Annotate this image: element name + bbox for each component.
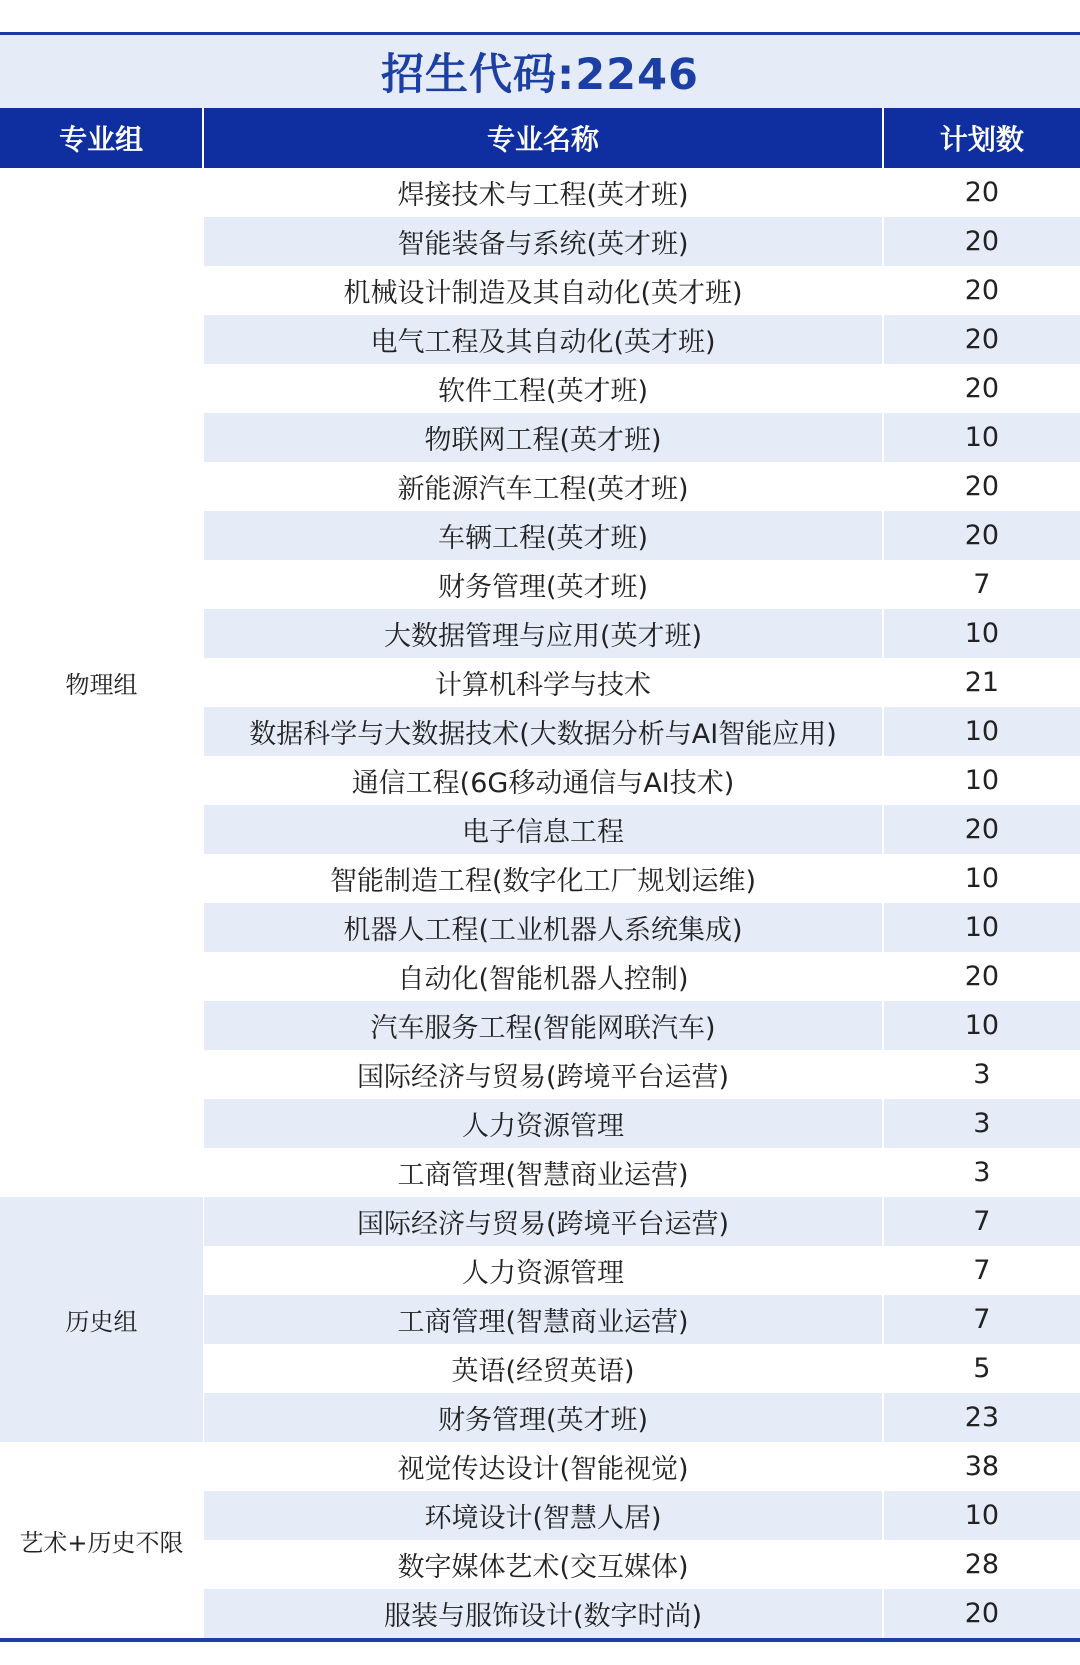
group-cell: 物理组 (65, 671, 138, 699)
major-cell: 焊接技术与工程(英才班) (202, 168, 881, 217)
plan-cell: 10 (882, 707, 1080, 756)
plan-cell: 20 (882, 1589, 1080, 1638)
major-cell: 服装与服饰设计(数字时尚) (202, 1589, 881, 1638)
major-cell: 财务管理(英才班) (202, 1393, 881, 1442)
major-cell: 数据科学与大数据技术(大数据分析与AI智能应用) (202, 707, 881, 756)
plan-cell: 10 (882, 903, 1080, 952)
major-cell: 智能装备与系统(英才班) (202, 217, 881, 266)
major-cell: 国际经济与贸易(跨境平台运营) (202, 1050, 881, 1099)
major-cell: 工商管理(智慧商业运营) (202, 1295, 881, 1344)
major-cell: 电子信息工程 (202, 805, 881, 854)
table-title: 招生代码:2246 (0, 32, 1080, 108)
plan-cell: 20 (882, 168, 1080, 217)
plan-cell: 7 (882, 1197, 1080, 1246)
major-cell: 软件工程(英才班) (202, 364, 881, 413)
plan-cell: 38 (882, 1442, 1080, 1491)
plan-cell: 21 (882, 658, 1080, 707)
table-body (0, 168, 1080, 1638)
major-cell: 视觉传达设计(智能视觉) (202, 1442, 881, 1491)
plan-cell: 3 (882, 1148, 1080, 1197)
plan-cell: 28 (882, 1540, 1080, 1589)
major-cell: 大数据管理与应用(英才班) (202, 609, 881, 658)
plan-cell: 3 (882, 1050, 1080, 1099)
plan-cell: 20 (882, 805, 1080, 854)
header-group: 专业组 (59, 123, 144, 156)
major-cell: 机械设计制造及其自动化(英才班) (202, 266, 881, 315)
plan-cell: 5 (882, 1344, 1080, 1393)
plan-cell: 10 (882, 854, 1080, 903)
major-cell: 英语(经贸英语) (202, 1344, 881, 1393)
major-cell: 车辆工程(英才班) (202, 511, 881, 560)
major-cell: 电气工程及其自动化(英才班) (202, 315, 881, 364)
major-cell: 通信工程(6G移动通信与AI技术) (202, 756, 881, 805)
major-cell: 人力资源管理 (202, 1246, 881, 1295)
plan-cell: 7 (882, 560, 1080, 609)
plan-cell: 20 (882, 952, 1080, 1001)
major-cell: 计算机科学与技术 (202, 658, 881, 707)
major-cell: 自动化(智能机器人控制) (202, 952, 881, 1001)
plan-cell: 20 (882, 462, 1080, 511)
header-plan: 计划数 (882, 108, 1080, 168)
plan-cell: 20 (882, 315, 1080, 364)
major-cell: 环境设计(智慧人居) (202, 1491, 881, 1540)
header-row (0, 108, 1080, 168)
group-cell: 历史组 (0, 1197, 203, 1442)
bottom-rule (0, 1638, 1080, 1642)
major-cell: 新能源汽车工程(英才班) (202, 462, 881, 511)
plan-cell: 20 (882, 266, 1080, 315)
plan-cell: 7 (882, 1246, 1080, 1295)
major-cell: 数字媒体艺术(交互媒体) (202, 1540, 881, 1589)
plan-cell: 23 (882, 1393, 1080, 1442)
plan-cell: 20 (882, 217, 1080, 266)
major-cell: 机器人工程(工业机器人系统集成) (202, 903, 881, 952)
plan-cell: 3 (882, 1099, 1080, 1148)
major-cell: 国际经济与贸易(跨境平台运营) (202, 1197, 881, 1246)
plan-cell: 20 (882, 511, 1080, 560)
major-cell: 工商管理(智慧商业运营) (202, 1148, 881, 1197)
plan-cell: 20 (882, 364, 1080, 413)
plan-cell: 7 (882, 1295, 1080, 1344)
major-cell: 财务管理(英才班) (202, 560, 881, 609)
plan-cell: 10 (882, 1491, 1080, 1540)
major-cell: 人力资源管理 (202, 1099, 881, 1148)
plan-cell: 10 (882, 609, 1080, 658)
major-cell: 智能制造工程(数字化工厂规划运维) (202, 854, 881, 903)
major-cell: 汽车服务工程(智能网联汽车) (202, 1001, 881, 1050)
header-major: 专业名称 (202, 108, 881, 168)
plan-cell: 10 (882, 413, 1080, 462)
enrollment-table (0, 32, 1080, 1642)
major-cell: 物联网工程(英才班) (202, 413, 881, 462)
group-cell: 艺术+历史不限 (19, 1528, 184, 1557)
plan-cell: 10 (882, 756, 1080, 805)
plan-cell: 10 (882, 1001, 1080, 1050)
